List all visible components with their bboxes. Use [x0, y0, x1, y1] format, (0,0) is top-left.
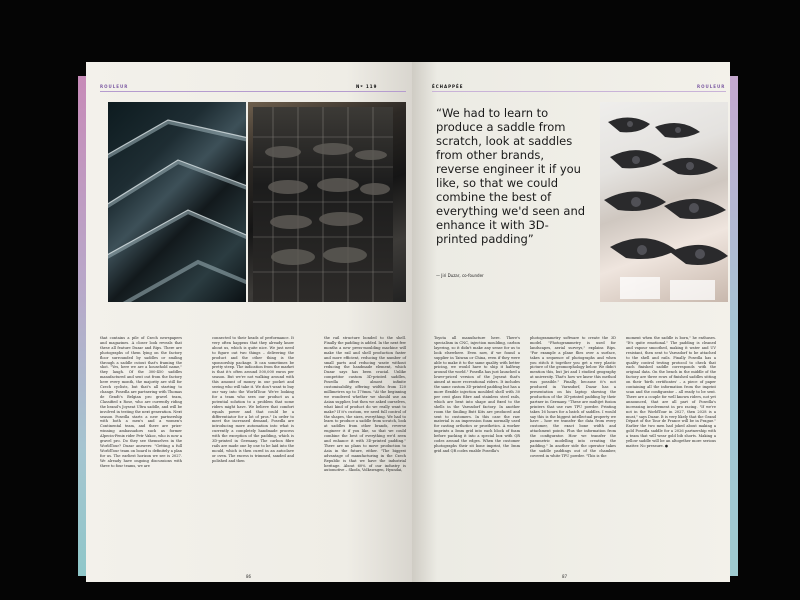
right-page: [412, 62, 730, 582]
photo-carbon-rails: [108, 102, 246, 302]
page-number-left: 86: [246, 574, 252, 579]
header-rule: [100, 91, 406, 92]
page-edge-left: [78, 76, 86, 576]
body-column-3: the rail structure bonded to the shell. Finally the padding is added. In the next few months a new press-moulding machine will make the rail and shell production faster and more efficient, reducing the number of small parts and reducing waste without reducing the handmade element, which Duzar says has been crucial. Unlike competitor custom 3D-printed saddles, Posedla offers almost infinite customisability, offering widths from 120 millimetres up to 170mm. "At the beginning we wondered whether we should use an Asian supplier, but then we asked ourselves, what kind of product do we really want to make? If it's custom, we need full control of the shapes, the sizes, everything. We had to learn to produce a saddle from scratch, look at saddles from other brands, reverse engineer it if you like, so that we could combine the best of everything we'd seen and enhance it with 3D-printed padding." There are no plans to move production to Asia in the future, either. "The biggest advantage of manufacturing in the Czech Republic is that we have the industrial heritage. About 60% of our industry is automotive – Skoda, Volkswagen, Hyundai,: [324, 336, 406, 473]
header-label-left: ROULEUR: [100, 84, 129, 89]
page-number-right: 87: [562, 574, 568, 579]
body-column-4: Toyota all manufacture here. There's specialism in CNC, injection moulding, carbon layering, so it didn't make any sense for us to look elsewhere. Even now, if we found a supplier in Taiwan or China, even if they were able to make it to the same quality with better pricing, we would have to ship it halfway around the world." Posedla has just launched a lower-priced version of the Joyseat that's aimed at more recreational riders. It includes the same custom 3D-printed padding but has a more flexible injection moulded shell with 30 per cent glass fibre and stainless steel rails, which are bent into shape and fixed to the shells in the Varnsdorf factory. In another room the Smiling Butt Kits are produced and sent to customers. In this case the raw material is an impression foam normally used for casting orthotics or prosthetics. A worker imprints a 5mm grid into each block of foam before packing it into a special box with QR codes around the edges. When the customer photographs their sit bone imprint, the 5mm grid and QR codes enable Posedla's: [434, 336, 520, 453]
header-label-right: ÉCHAPPÉE: [432, 84, 464, 89]
pull-quote: “We had to learn to produce a saddle from scratch, look at saddles from other brands, reverse engineer it if you like, so that we could combine the best of everything we'd seen and enhance it with 3D-printed padding”: [436, 106, 586, 246]
quote-attribution: — Jiri Duzar, co-founder: [436, 273, 484, 278]
body-column-2: connected to their heads of performance. It very often happens that they already know about us, which is quite nice. We just need to figure out two things – delivering the product and the other thing is the sponsorship package. It can sometimes be pretty steep. The indication from the market is that it's often around 500,000 euros per season. But we're not walking around with this amount of money in our pocket and seeing who will take it. We don't want to buy our way into the WorldTour. We're looking for a team who sees our product as a potential solution to a problem that some riders might have. We believe that comfort equals power and that could be a differentiator for a lot of pros." In order to meet the increased demand, Posedla are introducing more automation into what is currently a completely handmade process with the exception of the padding, which is 3D-printed in Germany. The carbon fibre rails are made one by one to be laid into the mould, which is then cured in an autoclave or oven. The excess is trimmed, sanded and polished and then: [212, 336, 294, 463]
body-column-6: moment when the saddle is born," he enthuses. "It's quite emotional." The padding is cleaned and vapour smoothed, making it water and UV resistant, then sent to Varnsdorf to be attached to the shell and rails. Finally Posedla has a quality control testing protocol to check that each finished saddle corresponds with the original data. On the bench in the middle of the factory are three rows of finished saddles sitting on their 'birth certificates' – a piece of paper containing all the information from the imprint scan and the configurator – all ready to be sent. There are a couple for well known riders, not yet announced, that are all part of Posedla's increasing involvement in pro racing. "If we're not in the WorldTour in 2027, then 2028 is a must," says Duzar. It is very likely that the Grand Départ of the Tour de France will be in Prague." Earlier the two men had joked about making a gold Posedla saddle for a 2026 partnership with a team that will wear gold bib shorts. Making a yellow saddle will be an altogether more serious matter. No pressure. ●: [626, 336, 716, 448]
body-column-1: that contains a pile of Czech newspapers and magazines. A closer look reveals that these all feature Duzar and Rips. There are photographs of them lying on the factory floor surrounded by saddles or smiling through a saddle cutout that's framing the shot. "Yes, here we are a household name," they laugh. Of the 300-450 saddles manufactured and sent out from the factory here every month, the majority are still for Czech cyclists, but that's all starting to change. Posedla are partnering with Thomas de Gendt's Belgian pro gravel team, Classified x Rose, who are currently riding the brand's Joyseat Ultra saddle, and will be involved in testing the next generation. Next season Posedla starts a new partnership with both a men's and a women's Continental team, and there are prize-winning ambassadors such as former Alpecin-Fenix rider Petr Vakoc, who is now a gravel pro. Do they see themselves in the WorldTour? Duzar answers: "Getting a full WorldTour team on board is definitely a plan for us. The earliest horizon we see is 2027. We already have ongoing discussions with three to four teams, we are: [100, 336, 182, 468]
left-page: [86, 62, 412, 582]
body-column-5: photogrammetry software to create the 3D model. "Photogrammetry is used for landscapes, aerial surveys," explains Rips. "For example a plane flies over a surface, takes a sequence of photographs and when you stitch it together you get a very plastic picture of the geomorphology below. We didn't mention this, but Jiri and I studied geography at university. That's how we knew this method was possible." Finally, because it's not produced in Varnsdorf, Duzar has a presentation on his laptop showing the production of the 3D-printed padding by their partner in Germany. "These are multijet fusion printers that use raw TPU powder. Printing takes 16 hours for a batch of saddles. I would say this is the biggest intellectual property we have – how we transfer the data from every customer, the exact bone width and attachment points. Plus the information from the configurator. How we transfer the parametric modelling into creating the padding." In another side the operator takes the saddle paddings out of the chamber, covered in white TPU powder. "This is the: [530, 336, 616, 458]
header-label-rouleur-right: ROULEUR: [697, 84, 726, 89]
photo-finished-saddles: [600, 102, 728, 302]
photo-saddle-rack: [253, 107, 393, 302]
header-rule-right: [432, 91, 726, 92]
issue-number: Nº 119: [356, 84, 378, 89]
page-edge-right: [730, 76, 738, 576]
magazine-spread: [78, 62, 738, 582]
